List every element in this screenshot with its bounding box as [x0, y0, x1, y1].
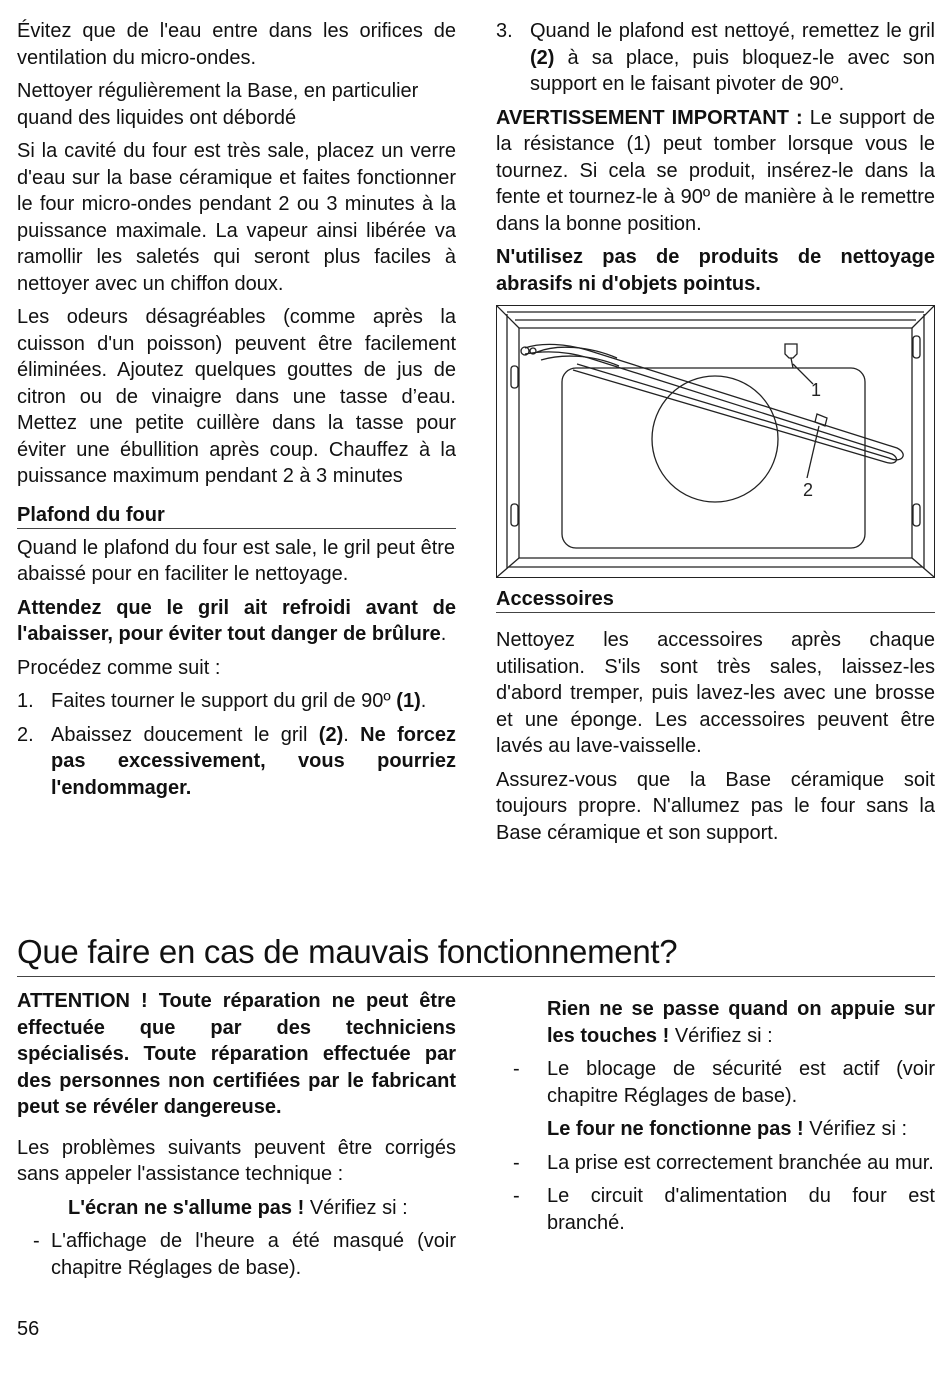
oven-grill-illustration: [497, 306, 934, 577]
oven-grill-figure: [496, 305, 935, 578]
step-1-body: Faites tourner le support du gril de 90º: [51, 690, 397, 712]
step-3-body: Quand le plafond est nettoyé, remettez le gril: [530, 20, 935, 42]
step-3-text: [530, 18, 935, 98]
case-screen-off-item-text: L'affichage de l'heure a été masqué (voir chapitre Réglages de base).: [51, 1230, 456, 1279]
paragraph-cavity: Si la cavité du four est très sale, placez un verre d'eau sur la base céramique et faites fonctionner le four micro-ondes pendant 2 ou 3 minutes à la puissance maximale. La vapeur ainsi libérée va ramollir les saletés qui seront plus faciles à nettoyer avec un chiffon doux.: [17, 140, 456, 295]
case-oven-item-2-text: Le circuit d'alimentation du four est branché.: [547, 1185, 935, 1234]
paragraph-odeurs: Les odeurs désagréables (comme après la cuisson d'un poisson) peuvent être facilement éliminées. Ajoutez quelques gouttes de jus de citron ou de vinaigre dans une tasse d’eau. Mettez une petite cuillère dans la tasse pour éviter une ébullition après coup. Chauffez à la puissance maximum pendant 2 à 3 minutes: [17, 306, 456, 487]
case-oven-text: Vérifiez si :: [803, 1118, 908, 1140]
case-oven-item-1: [513, 1150, 935, 1177]
case-keys-item: [513, 1056, 935, 1109]
step-2-ref: (2): [318, 723, 344, 746]
figure-label-2: 2: [803, 480, 814, 500]
case-keys-text: Vérifiez si :: [669, 1024, 773, 1047]
paragraph-accessoires: Nettoyez les accessoires après chaque utilisation. S'ils sont très sales, laissez-les d'abord tremper, puis lavez-les avec une brosse et une éponge. Les accessoires peuvent être lavés au lave-vaisselle.: [496, 629, 935, 757]
step-2-bold: Ne forcez pas excessivement, vous pourriez l'endommager.: [51, 723, 456, 799]
case-oven-item-2: [513, 1183, 935, 1236]
case-screen-off-item: [17, 1228, 456, 1281]
dash-bullet: -: [513, 1058, 520, 1080]
dash-bullet: -: [513, 1151, 520, 1174]
case-keys-item-text: Le blocage de sécurité est actif (voir chapitre Réglages de base).: [547, 1058, 935, 1107]
case-oven-item-1-text: La prise est correctement branchée au mur.: [547, 1151, 934, 1174]
warning-important-label: AVERTISSEMENT IMPORTANT :: [496, 106, 803, 129]
paragraph-ventilation: Évitez que de l'eau entre dans les orifices de ventilation du micro-ondes.: [17, 20, 456, 69]
case-oven: [513, 1116, 935, 1143]
dash-bullet: -: [33, 1230, 40, 1252]
heading-accessoires: Accessoires: [496, 586, 935, 613]
step-2: [17, 722, 456, 802]
dash-bullet: -: [513, 1185, 520, 1207]
troubleshoot-left-column: [17, 988, 456, 1288]
step-2-body: Abaissez doucement le gril: [51, 723, 319, 746]
section-title: Que faire en cas de mauvais fonctionnement?: [17, 930, 935, 977]
heading-plafond: Plafond du four: [17, 502, 456, 529]
case-screen-off-bold: L'écran ne s'allume pas !: [68, 1196, 305, 1219]
step-1-number: 1.: [17, 690, 34, 712]
step-2-number: 2.: [17, 723, 34, 746]
warning-cooling-bold: Attendez que le gril ait refroidi avant de l'abaisser, pour éviter tout danger de brûlure: [17, 596, 456, 645]
warning-important-text: Le support de la résistance (1) peut tomber lorsque vous le tournez. Si cela se produit, insérez-le dans la fente et tournez-le à 90º de manière à le remettre dans la bonne position.: [496, 106, 935, 235]
step-1: [17, 688, 456, 715]
paragraph-base-ceramique: Assurez-vous que la Base céramique soit toujours propre. N'allumez pas le four sans la Base céramique et son support.: [496, 768, 935, 844]
figure-label-1: 1: [811, 380, 822, 400]
step-1-text: [51, 688, 456, 715]
case-oven-bold: Le four ne fonctionne pas !: [547, 1118, 804, 1140]
page-number: 56: [17, 1318, 40, 1340]
paragraph-intro: Les problèmes suivants peuvent être corrigés sans appeler l'assistance technique :: [17, 1136, 456, 1185]
attention-warning: ATTENTION ! Toute réparation ne peut être effectuée que par des techniciens spécialisés. Toute réparation effectuée par des personnes non certifiées par le fabricant peut se révéler dangereuse.: [17, 990, 456, 1118]
step-1-end: .: [420, 690, 427, 712]
warning-cooling-end: .: [440, 623, 447, 645]
right-column: [496, 18, 935, 853]
warning-important: [496, 105, 935, 238]
step-2-text: [51, 722, 456, 802]
step-2-mid: .: [343, 723, 361, 746]
paragraph-procedez: Procédez comme suit :: [17, 656, 221, 679]
paragraph-plafond: Quand le plafond du four est sale, le gril peut être abaissé pour en faciliter le nettoyage.: [17, 536, 456, 585]
case-keys: [513, 996, 935, 1049]
case-screen-off: [17, 1195, 456, 1222]
step-3: [496, 18, 935, 98]
warning-abrasive: N'utilisez pas de produits de nettoyage abrasifs ni d'objets pointus.: [496, 246, 935, 295]
step-3-number: 3.: [496, 20, 513, 42]
case-screen-off-text: Vérifiez si :: [304, 1196, 408, 1219]
paragraph-base: Nettoyer régulièrement la Base, en particulier quand des liquides ont débordé: [17, 80, 419, 129]
warning-cooling: [17, 595, 456, 648]
step-1-ref: (1): [396, 690, 421, 712]
case-keys-bold: Rien ne se passe quand on appuie sur les touches !: [547, 998, 935, 1047]
step-3-ref: (2): [530, 46, 555, 69]
troubleshoot-right-column: [513, 996, 935, 1243]
step-3-body-2: à sa place, puis bloquez-le avec son support en le faisant pivoter de 90º.: [530, 46, 935, 95]
left-column: [17, 18, 456, 808]
